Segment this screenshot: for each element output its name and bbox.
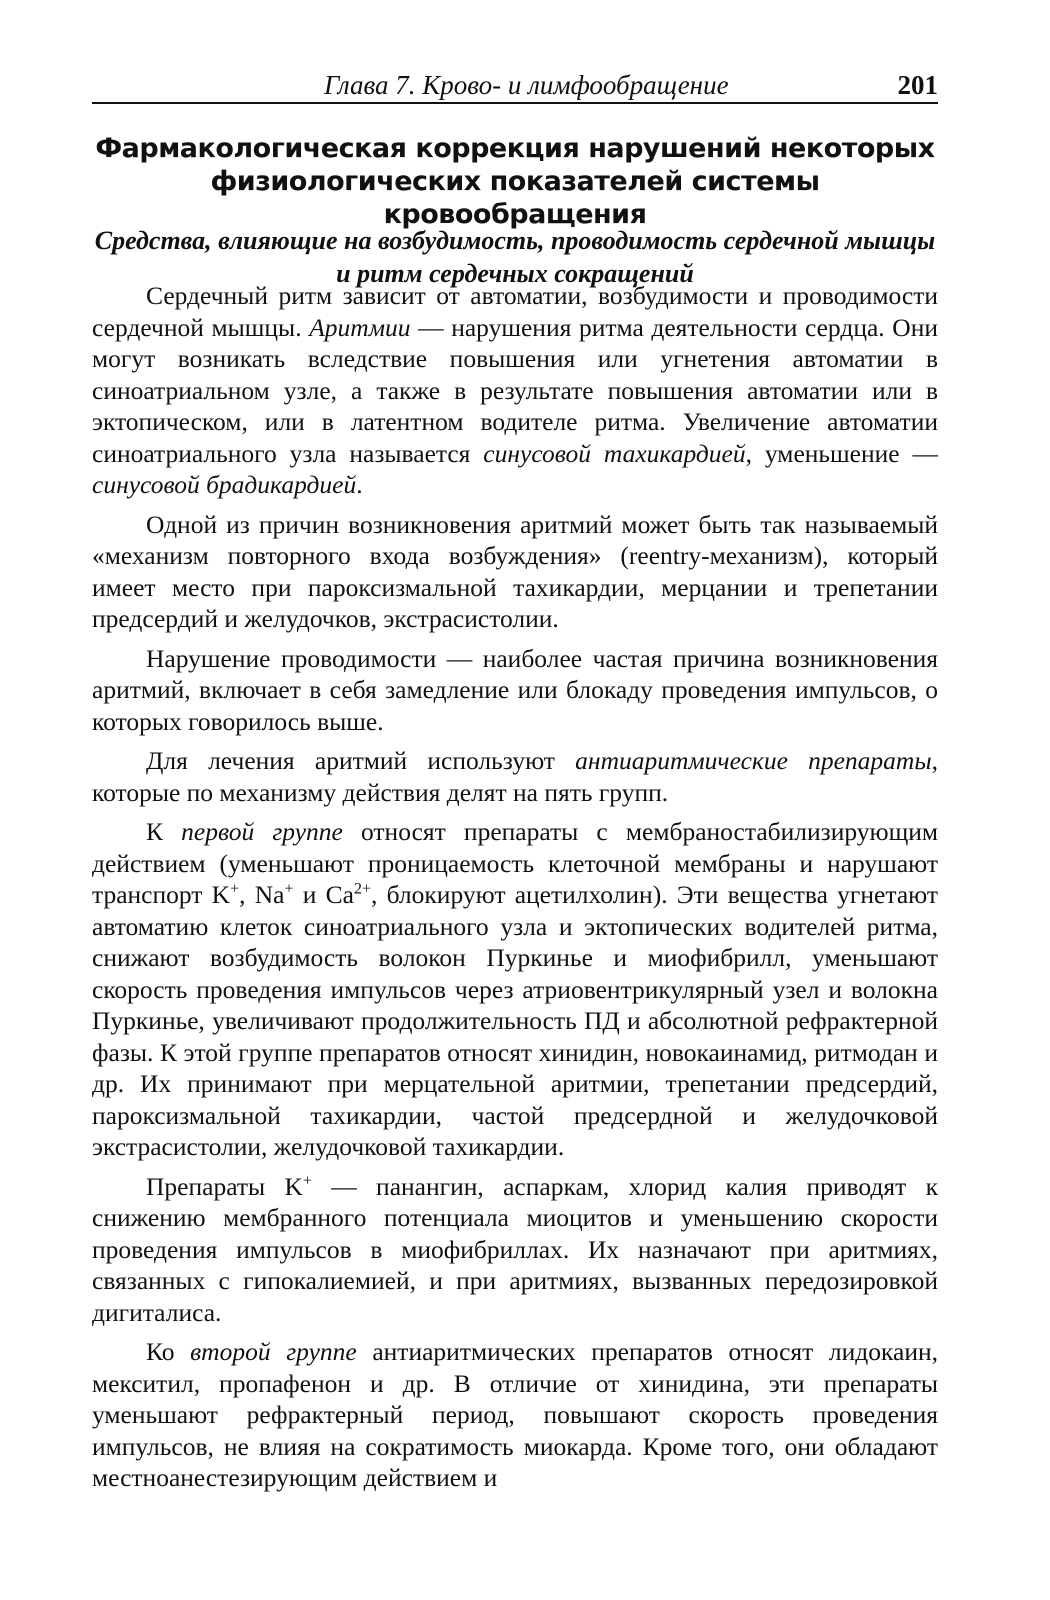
paragraph-3: Нарушение проводимости — наиболее частая причина возникновения аритмий, включает в себя замедление или блокаду проведения импульсов, о которых говорилось выше. <box>92 643 938 736</box>
superscript: + <box>230 880 240 898</box>
paragraph-4 <box>92 745 938 808</box>
text-run: , Na <box>239 880 285 909</box>
paragraph-1 <box>92 280 938 501</box>
chapter-title: Глава 7. Крово- и лимфообращение <box>324 70 729 100</box>
text-run: относят препараты с мембраностабилизирующим действием (уменьшают проницаемость клеточной мембраны и нарушают транспорт K <box>92 817 938 909</box>
superscript: + <box>284 880 294 898</box>
text-run: . <box>356 470 363 499</box>
subsection-title: Средства, влияющие на возбудимость, проводимость сердечной мышцы и ритм сердечных сокращений <box>94 226 936 288</box>
body-text <box>92 280 938 1502</box>
italic-term: антиаритмические препараты <box>575 746 932 775</box>
paragraph-6 <box>92 1171 938 1329</box>
text-run: антиаритмических препаратов относят лидокаин, мекситил, пропафенон и др. В отличие от хинидина, эти препараты уменьшают рефрактерный период, повышают скорость проведения импульсов, не влияя на сократимость миокарда. Кроме того, они обладают местноанестезирующим действием и <box>92 1337 939 1492</box>
text-run: К <box>146 817 182 846</box>
text-run: Ко <box>146 1337 191 1366</box>
italic-term: Аритмии <box>309 312 411 342</box>
superscript: 2+ <box>353 880 371 898</box>
text-run: , которые по механизму действия делят на пять групп. <box>92 746 938 807</box>
text-run: , уменьшение — <box>745 438 938 468</box>
italic-term: второй группе <box>190 1337 357 1366</box>
section-title: Фармакологическая коррекция нарушений некоторых физиологических показателей системы кровообращения <box>95 133 935 230</box>
running-header <box>92 62 938 104</box>
italic-term: синусовой тахикардией <box>483 438 746 468</box>
text-run: и Ca <box>293 880 354 909</box>
text-run: Сердечный ритм зависит от автоматии, возбудимости и проводимости сердечной мышцы. <box>92 281 938 342</box>
text-run: , блокируют ацетилхолин). Эти вещества угнетают автоматию клеток синоатриального узла и эктопических водителей ритма, снижают возбудимость волокон Пуркинье и миофибрилл, уменьшают скорость проведения импульсов через атриовентрикулярный узел и волокна Пуркинье, увеличивают продолжительность ПД и абсолютной рефрактерной фазы. К этой группе препаратов относят хинидин, новокаинамид, ритмодан и др. Их принимают при мерцательной аритмии, трепетании предсердий, пароксизмальной тахикардии, частой предсердной и желудочковой экстрасистолии, желудочковой тахикардии. <box>92 880 938 1161</box>
italic-term: синусовой брадикардией <box>92 470 357 499</box>
paragraph-2: Одной из причин возникновения аритмий может быть так называемый «механизм повторного входа возбуждения» (reentry-механизм), который имеет место при пароксизмальной тахикардии, мерцании и трепетании предсердий и желудочков, экстрасистолии. <box>92 509 938 633</box>
paragraph-7 <box>92 1336 938 1494</box>
text-run: — панангин, аспаркам, хлорид калия приводят к снижению мембранного потенциала миоцитов и уменьшению скорости проведения импульсов в миофибриллах. Их назначают при аритмиях, связанных с гипокалиемией, и при аритмиях, вызванных передозировкой дигиталиса. <box>92 1171 938 1327</box>
text-run: Для лечения аритмий используют <box>146 746 576 775</box>
superscript: + <box>302 1172 312 1189</box>
paragraph-5 <box>92 816 938 1163</box>
page-number: 201 <box>897 70 938 100</box>
text-run: Препараты K <box>146 1171 303 1201</box>
italic-term: первой группе <box>181 817 343 846</box>
text-run: — нарушения ритма деятельности сердца. Они могут возникать вследствие повышения или угнетения автоматии в синоатриальном узле, а также в результате повышения автоматии или в эктопическом, или в латентном водителе ритма. Увеличение автоматии синоатриального узла называется <box>92 312 938 468</box>
